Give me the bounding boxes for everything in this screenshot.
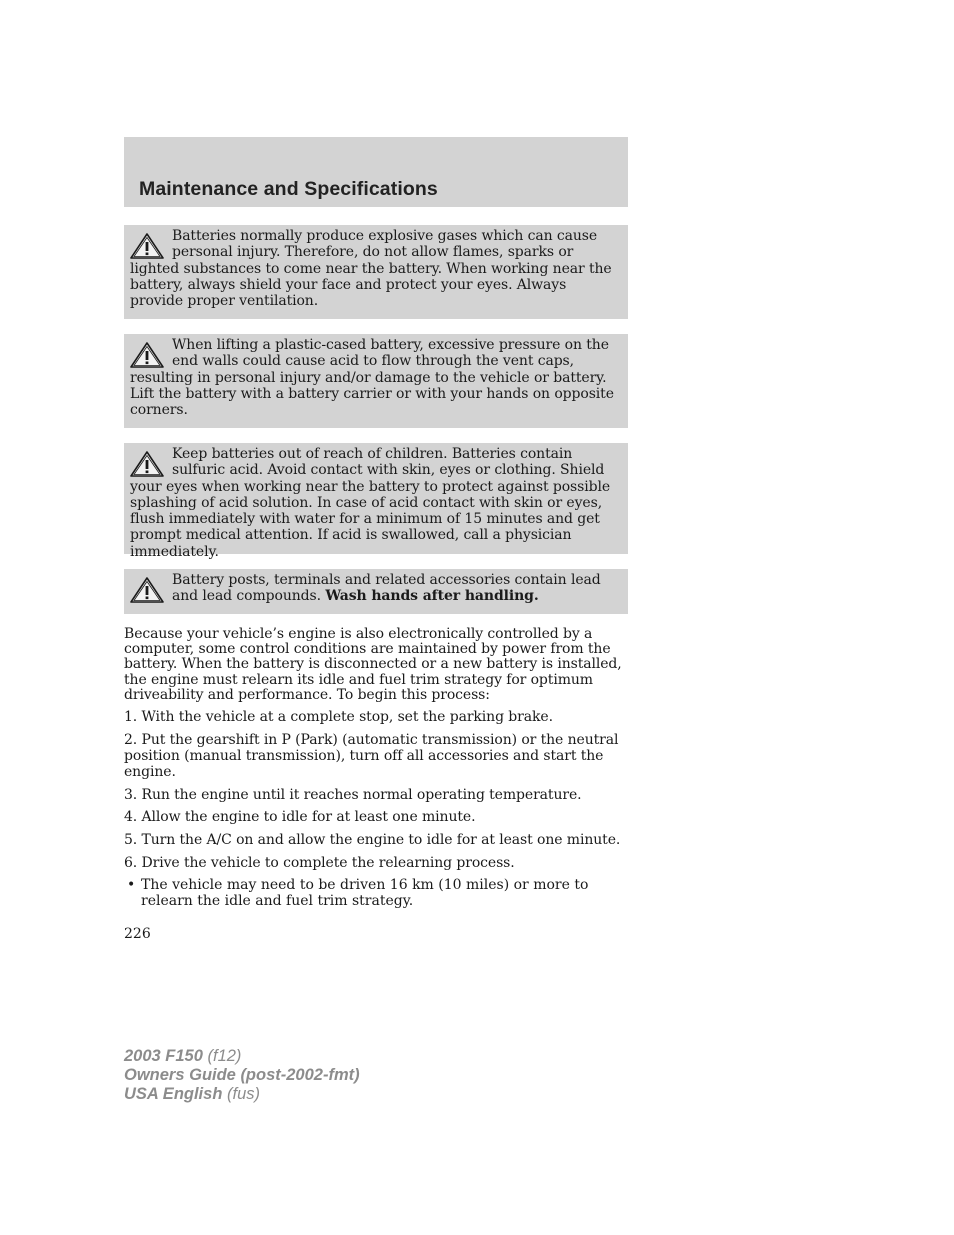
warning-triangle-icon — [129, 232, 165, 260]
step-2: 2. Put the gearshift in P (Park) (automatic transmission) or the neutral position (manual transmission), turn off all accessories and start the engine. — [124, 732, 619, 781]
warning-text: Batteries normally produce explosive gases which can cause personal injury. Therefore, do not allow flames, sparks or lighted substances to come near the battery. When working near the battery, always shield your face and protect your eyes. Always provide proper ventilation. — [130, 228, 612, 310]
footer-line-2 — [124, 1066, 360, 1085]
footer-line-3 — [124, 1085, 360, 1104]
footer-language: USA English — [124, 1085, 223, 1103]
warning-text-normal: Battery posts, terminals and related accessories contain lead and lead compounds. — [172, 572, 601, 605]
footer-line-1 — [124, 1047, 360, 1066]
footer-guide: Owners Guide (post-2002-fmt) — [124, 1066, 360, 1084]
step-6: 6. Drive the vehicle to complete the relearning process. — [124, 855, 515, 871]
document-footer — [124, 1047, 360, 1104]
warning-box-children-acid — [124, 443, 628, 560]
warning-triangle-icon — [129, 450, 165, 478]
warning-triangle-icon — [129, 341, 165, 369]
intro-text: Because your vehicle’s engine is also electronically controlled by a computer, some control conditions are maintained by power from the battery. When the battery is disconnected or a new battery is installed, the engine must relearn its idle and fuel trim strategy for optimum driveability and performance. To begin this process: — [124, 626, 622, 703]
intro-paragraph — [124, 627, 634, 703]
step-1: 1. With the vehicle at a complete stop, set the parking brake. — [124, 709, 553, 725]
step-4: 4. Allow the engine to idle for at least one minute. — [124, 809, 476, 825]
page-number: 226 — [124, 926, 151, 942]
warning-triangle-icon — [129, 576, 165, 604]
warning-box-lifting-battery — [124, 334, 628, 428]
warning-text — [130, 572, 622, 605]
bullet-symbol: • — [127, 877, 136, 893]
bullet-text: The vehicle may need to be driven 16 km (10 miles) or more to relearn the idle and fuel trim strategy. — [141, 877, 589, 910]
warning-box-lead — [124, 569, 628, 614]
step-3: 3. Run the engine until it reaches normal operating temperature. — [124, 787, 582, 803]
section-title: Maintenance and Specifications — [139, 178, 438, 200]
warning-text: Keep batteries out of reach of children. Batteries contain sulfuric acid. Avoid contact with skin, eyes or clothing. Shield your eyes when working near the battery to protect against possible splashing of acid solution. In case of acid contact with skin or eyes, flush immediately with water for a minimum of 15 minutes and get prompt medical attention. If acid is swallowed, call a physician immediately. — [130, 446, 611, 560]
footer-language-code: (fus) — [227, 1085, 260, 1103]
bullet-item — [124, 877, 624, 911]
footer-model-code: (f12) — [207, 1047, 242, 1065]
warning-text-bold: Wash hands after handling. — [325, 588, 539, 605]
section-header — [124, 137, 628, 207]
step-5: 5. Turn the A/C on and allow the engine to idle for at least one minute. — [124, 832, 621, 848]
warning-box-explosive-gases — [124, 225, 628, 319]
warning-text: When lifting a plastic-cased battery, excessive pressure on the end walls could cause acid to flow through the vent caps, resulting in personal injury and/or damage to the vehicle or battery. Lift the battery with a battery carrier or with your hands on opposite corners. — [130, 337, 614, 419]
footer-model: 2003 F150 — [124, 1047, 203, 1065]
